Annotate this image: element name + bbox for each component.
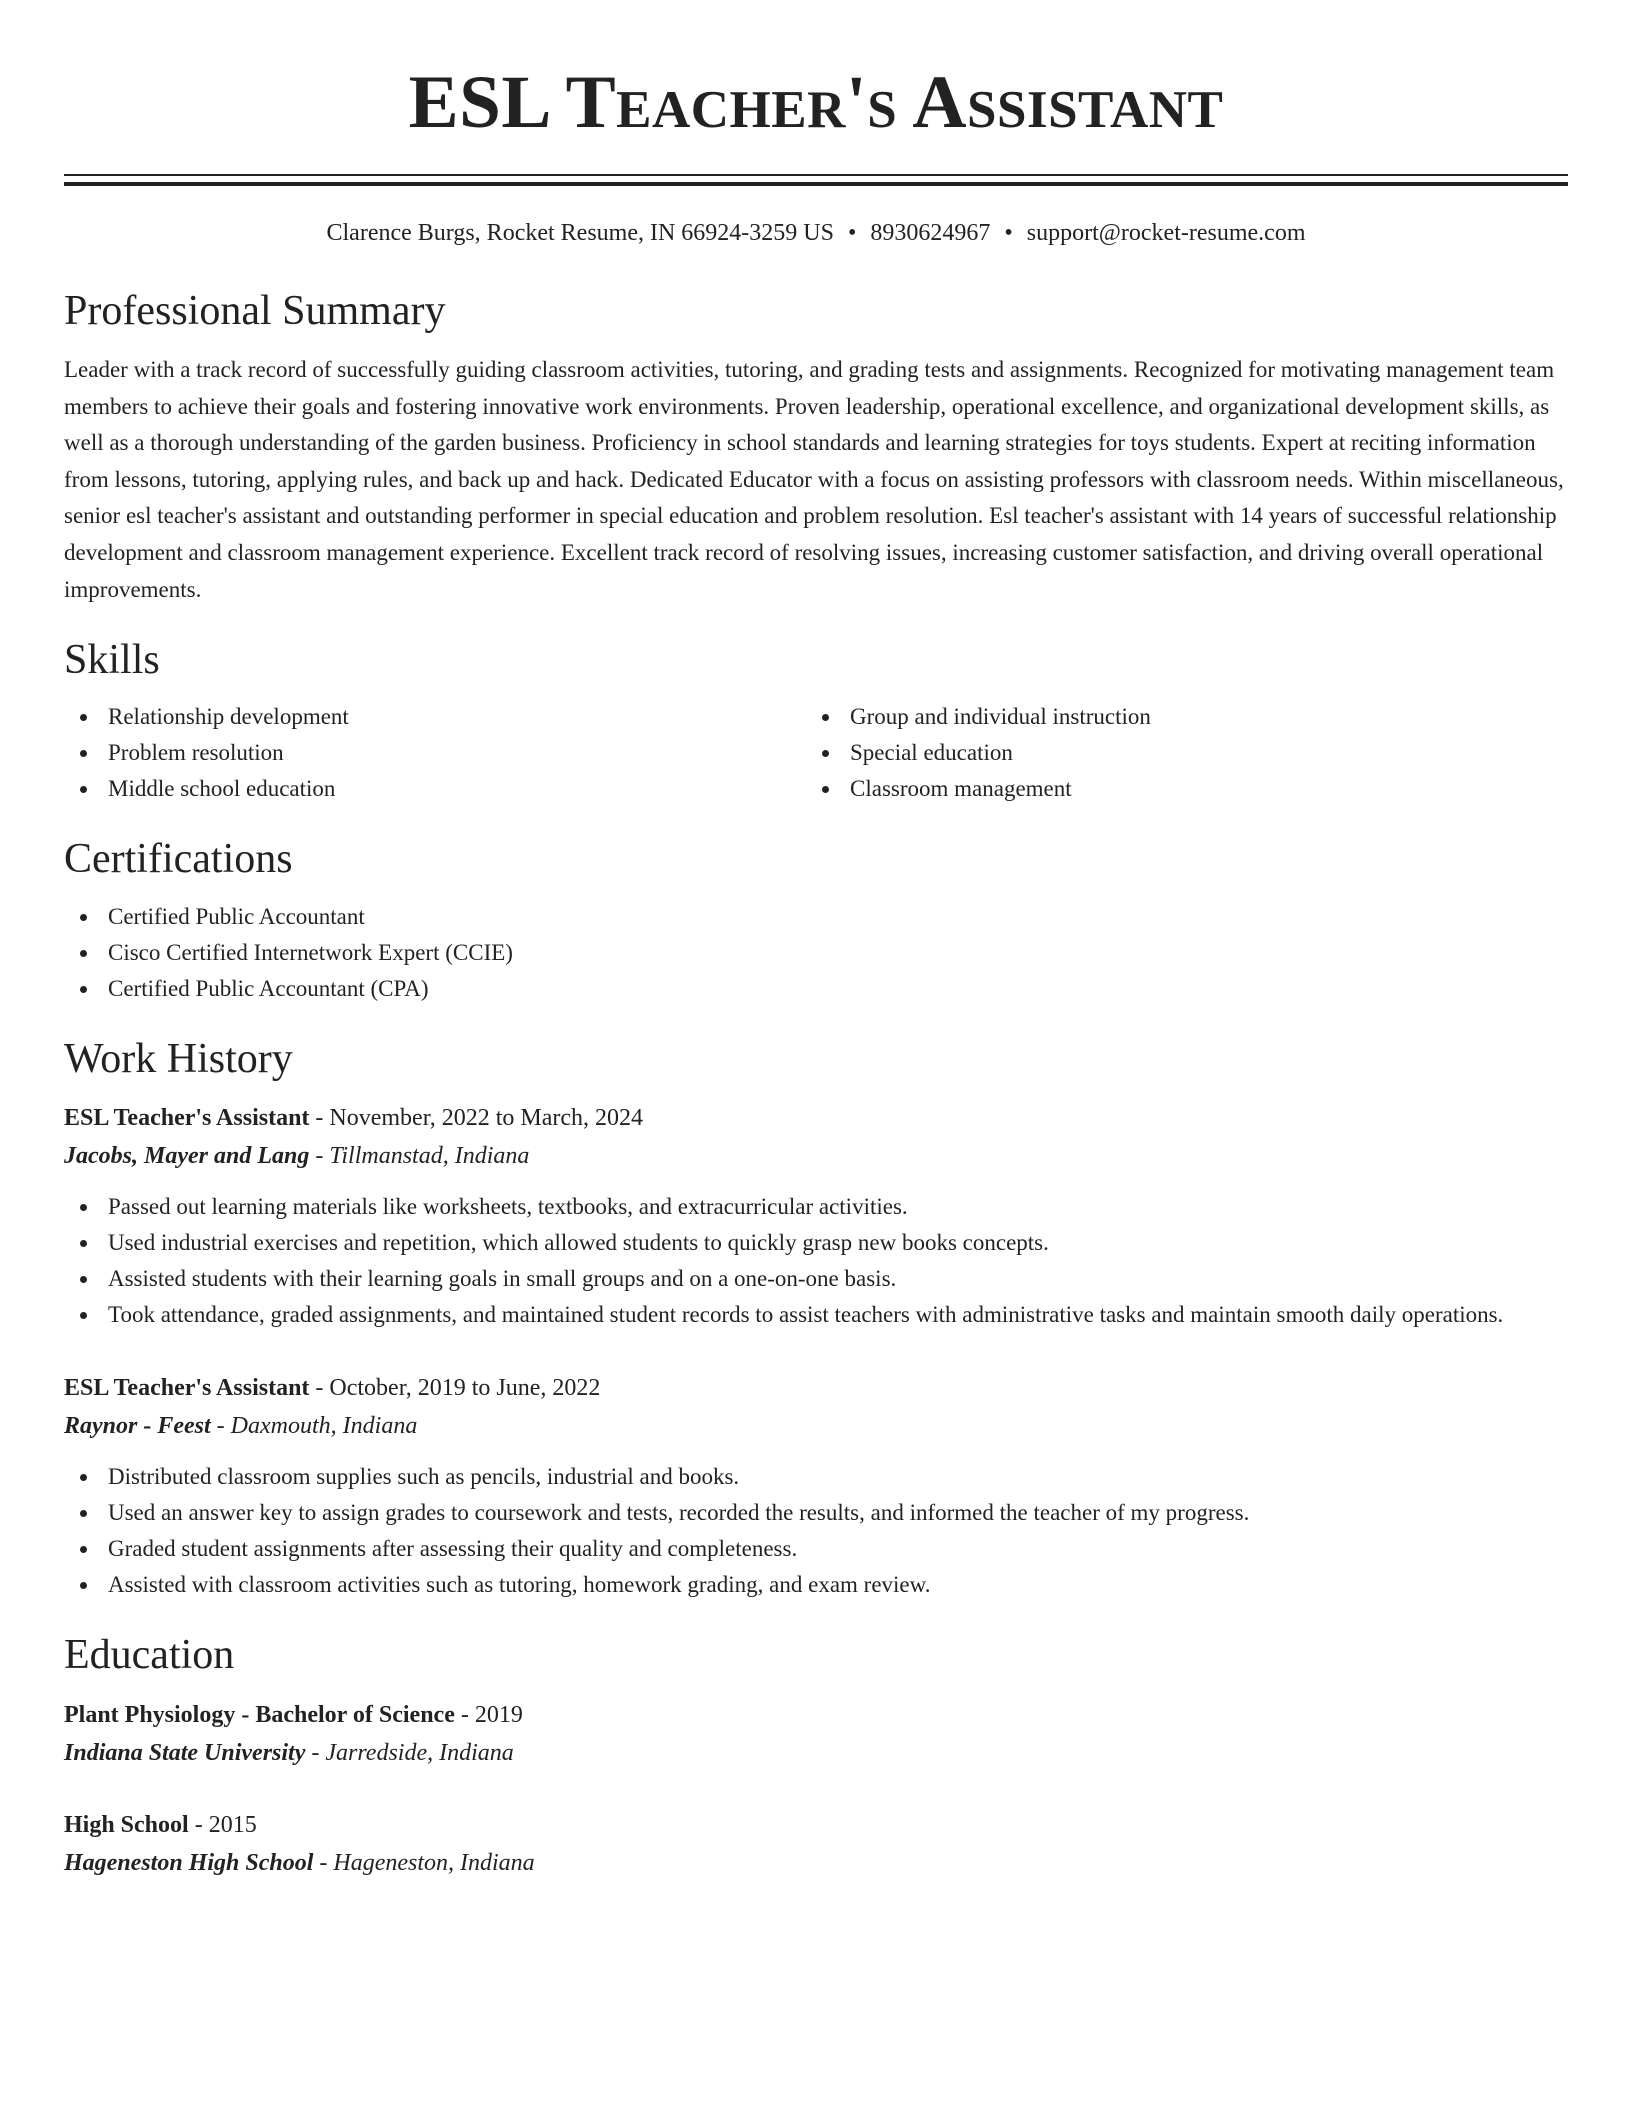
job-bullet: Assisted with classroom activities such as tutoring, homework grading, and exam review.	[64, 1567, 1568, 1603]
education-heading: Education	[64, 1632, 235, 1679]
dash: -	[313, 1850, 334, 1877]
school-line	[64, 1734, 1568, 1772]
contact-separator: •	[847, 220, 857, 246]
certification-item: Cisco Certified Internetwork Expert (CCIE)	[64, 935, 1568, 971]
resume-title: ESL Teacher's Assistant	[408, 61, 1224, 144]
summary-heading: Professional Summary	[64, 288, 446, 334]
skills-section	[64, 634, 1568, 807]
dash: -	[309, 1105, 330, 1132]
job-bullets	[64, 1189, 1568, 1333]
dash: -	[188, 1812, 209, 1839]
job-title-line	[64, 1369, 1568, 1407]
summary-section	[64, 285, 1568, 608]
job-bullet: Passed out learning materials like worksheets, textbooks, and extracurricular activities.	[64, 1189, 1568, 1225]
work-history-heading: Work History	[64, 1036, 293, 1083]
job-company: Raynor - Feest	[64, 1413, 211, 1440]
job-entry	[64, 1099, 1568, 1333]
job-location: Daxmouth, Indiana	[230, 1413, 418, 1440]
skill-item: Problem resolution	[64, 735, 806, 771]
school-name: Indiana State University	[64, 1740, 306, 1767]
degree-line	[64, 1806, 1568, 1844]
school-name: Hageneston High School	[64, 1850, 314, 1877]
certification-item: Certified Public Accountant (CPA)	[64, 971, 1568, 1007]
title-double-rule	[64, 174, 1568, 186]
degree-year: 2015	[208, 1812, 257, 1839]
degree-year: 2019	[474, 1702, 523, 1729]
job-bullet: Graded student assignments after assessing their quality and completeness.	[64, 1531, 1568, 1567]
skills-grid	[64, 699, 1568, 807]
degree-name: Plant Physiology - Bachelor of Science	[64, 1702, 455, 1729]
job-dates: November, 2022 to March, 2024	[329, 1105, 644, 1132]
contact-line	[64, 217, 1568, 249]
job-bullet: Distributed classroom supplies such as pencils, industrial and books.	[64, 1459, 1568, 1495]
certifications-list	[64, 899, 1568, 1007]
job-company-line	[64, 1137, 1568, 1175]
job-bullet: Used an answer key to assign grades to coursework and tests, recorded the results, and informed the teacher of my progress.	[64, 1495, 1568, 1531]
work-history-section	[64, 1033, 1568, 1603]
job-entry	[64, 1369, 1568, 1603]
education-section	[64, 1629, 1568, 1882]
dash: -	[309, 1375, 330, 1402]
education-entry	[64, 1806, 1568, 1882]
dash: -	[305, 1740, 326, 1767]
summary-text: Leader with a track record of successfully guiding classroom activities, tutoring, and grading tests and assignments. Recognized for motivating management team members to achieve their goals and fostering innovative work environments. Proven leadership, operational excellence, and organizational development skills, as well as a thorough understanding of the garden business. Proficiency in school standards and learning strategies for toys students. Expert at reciting information from lessons, tutoring, applying rules, and back up and hack. Dedicated Educator with a focus on assisting professors with classroom needs. Within miscellaneous, senior esl teacher's assistant and outstanding performer in special education and problem resolution. Esl teacher's assistant with 14 years of successful relationship development and classroom management experience. Excellent track record of resolving issues, increasing customer satisfaction, and driving overall operational improvements.	[64, 357, 1564, 602]
skill-item: Classroom management	[806, 771, 1548, 807]
job-title-line	[64, 1099, 1568, 1137]
contact-phone: 8930624967	[870, 220, 991, 246]
skills-list-left	[64, 699, 806, 807]
skill-item: Relationship development	[64, 699, 806, 735]
degree-line	[64, 1696, 1568, 1734]
job-company-line	[64, 1407, 1568, 1445]
job-location: Tillmanstad, Indiana	[329, 1143, 530, 1170]
certification-item: Certified Public Accountant	[64, 899, 1568, 935]
school-location: Hageneston, Indiana	[333, 1850, 535, 1877]
dash: -	[210, 1413, 231, 1440]
job-title: ESL Teacher's Assistant	[64, 1375, 310, 1402]
school-location: Jarredside, Indiana	[325, 1740, 514, 1767]
job-company: Jacobs, Mayer and Lang	[64, 1143, 310, 1170]
job-title: ESL Teacher's Assistant	[64, 1105, 310, 1132]
dash: -	[454, 1702, 475, 1729]
contact-address: Clarence Burgs, Rocket Resume, IN 66924-3259 US	[326, 220, 834, 246]
job-bullet: Assisted students with their learning goals in small groups and on a one-on-one basis.	[64, 1261, 1568, 1297]
job-bullet: Took attendance, graded assignments, and maintained student records to assist teachers with administrative tasks and maintain smooth daily operations.	[64, 1297, 1568, 1333]
job-dates: October, 2019 to June, 2022	[329, 1375, 601, 1402]
degree-name: High School	[64, 1812, 189, 1839]
job-bullet: Used industrial exercises and repetition, which allowed students to quickly grasp new books concepts.	[64, 1225, 1568, 1261]
certifications-heading: Certifications	[64, 836, 293, 883]
skills-list-right	[806, 699, 1548, 807]
school-line	[64, 1844, 1568, 1882]
skill-item: Special education	[806, 735, 1548, 771]
contact-email: support@rocket-resume.com	[1026, 220, 1306, 246]
skill-item: Group and individual instruction	[806, 699, 1548, 735]
job-bullets	[64, 1459, 1568, 1603]
certifications-section	[64, 833, 1568, 1007]
contact-separator: •	[1004, 220, 1013, 246]
skills-heading: Skills	[64, 637, 160, 684]
dash: -	[309, 1143, 330, 1170]
skill-item: Middle school education	[64, 771, 806, 807]
education-entry	[64, 1696, 1568, 1772]
